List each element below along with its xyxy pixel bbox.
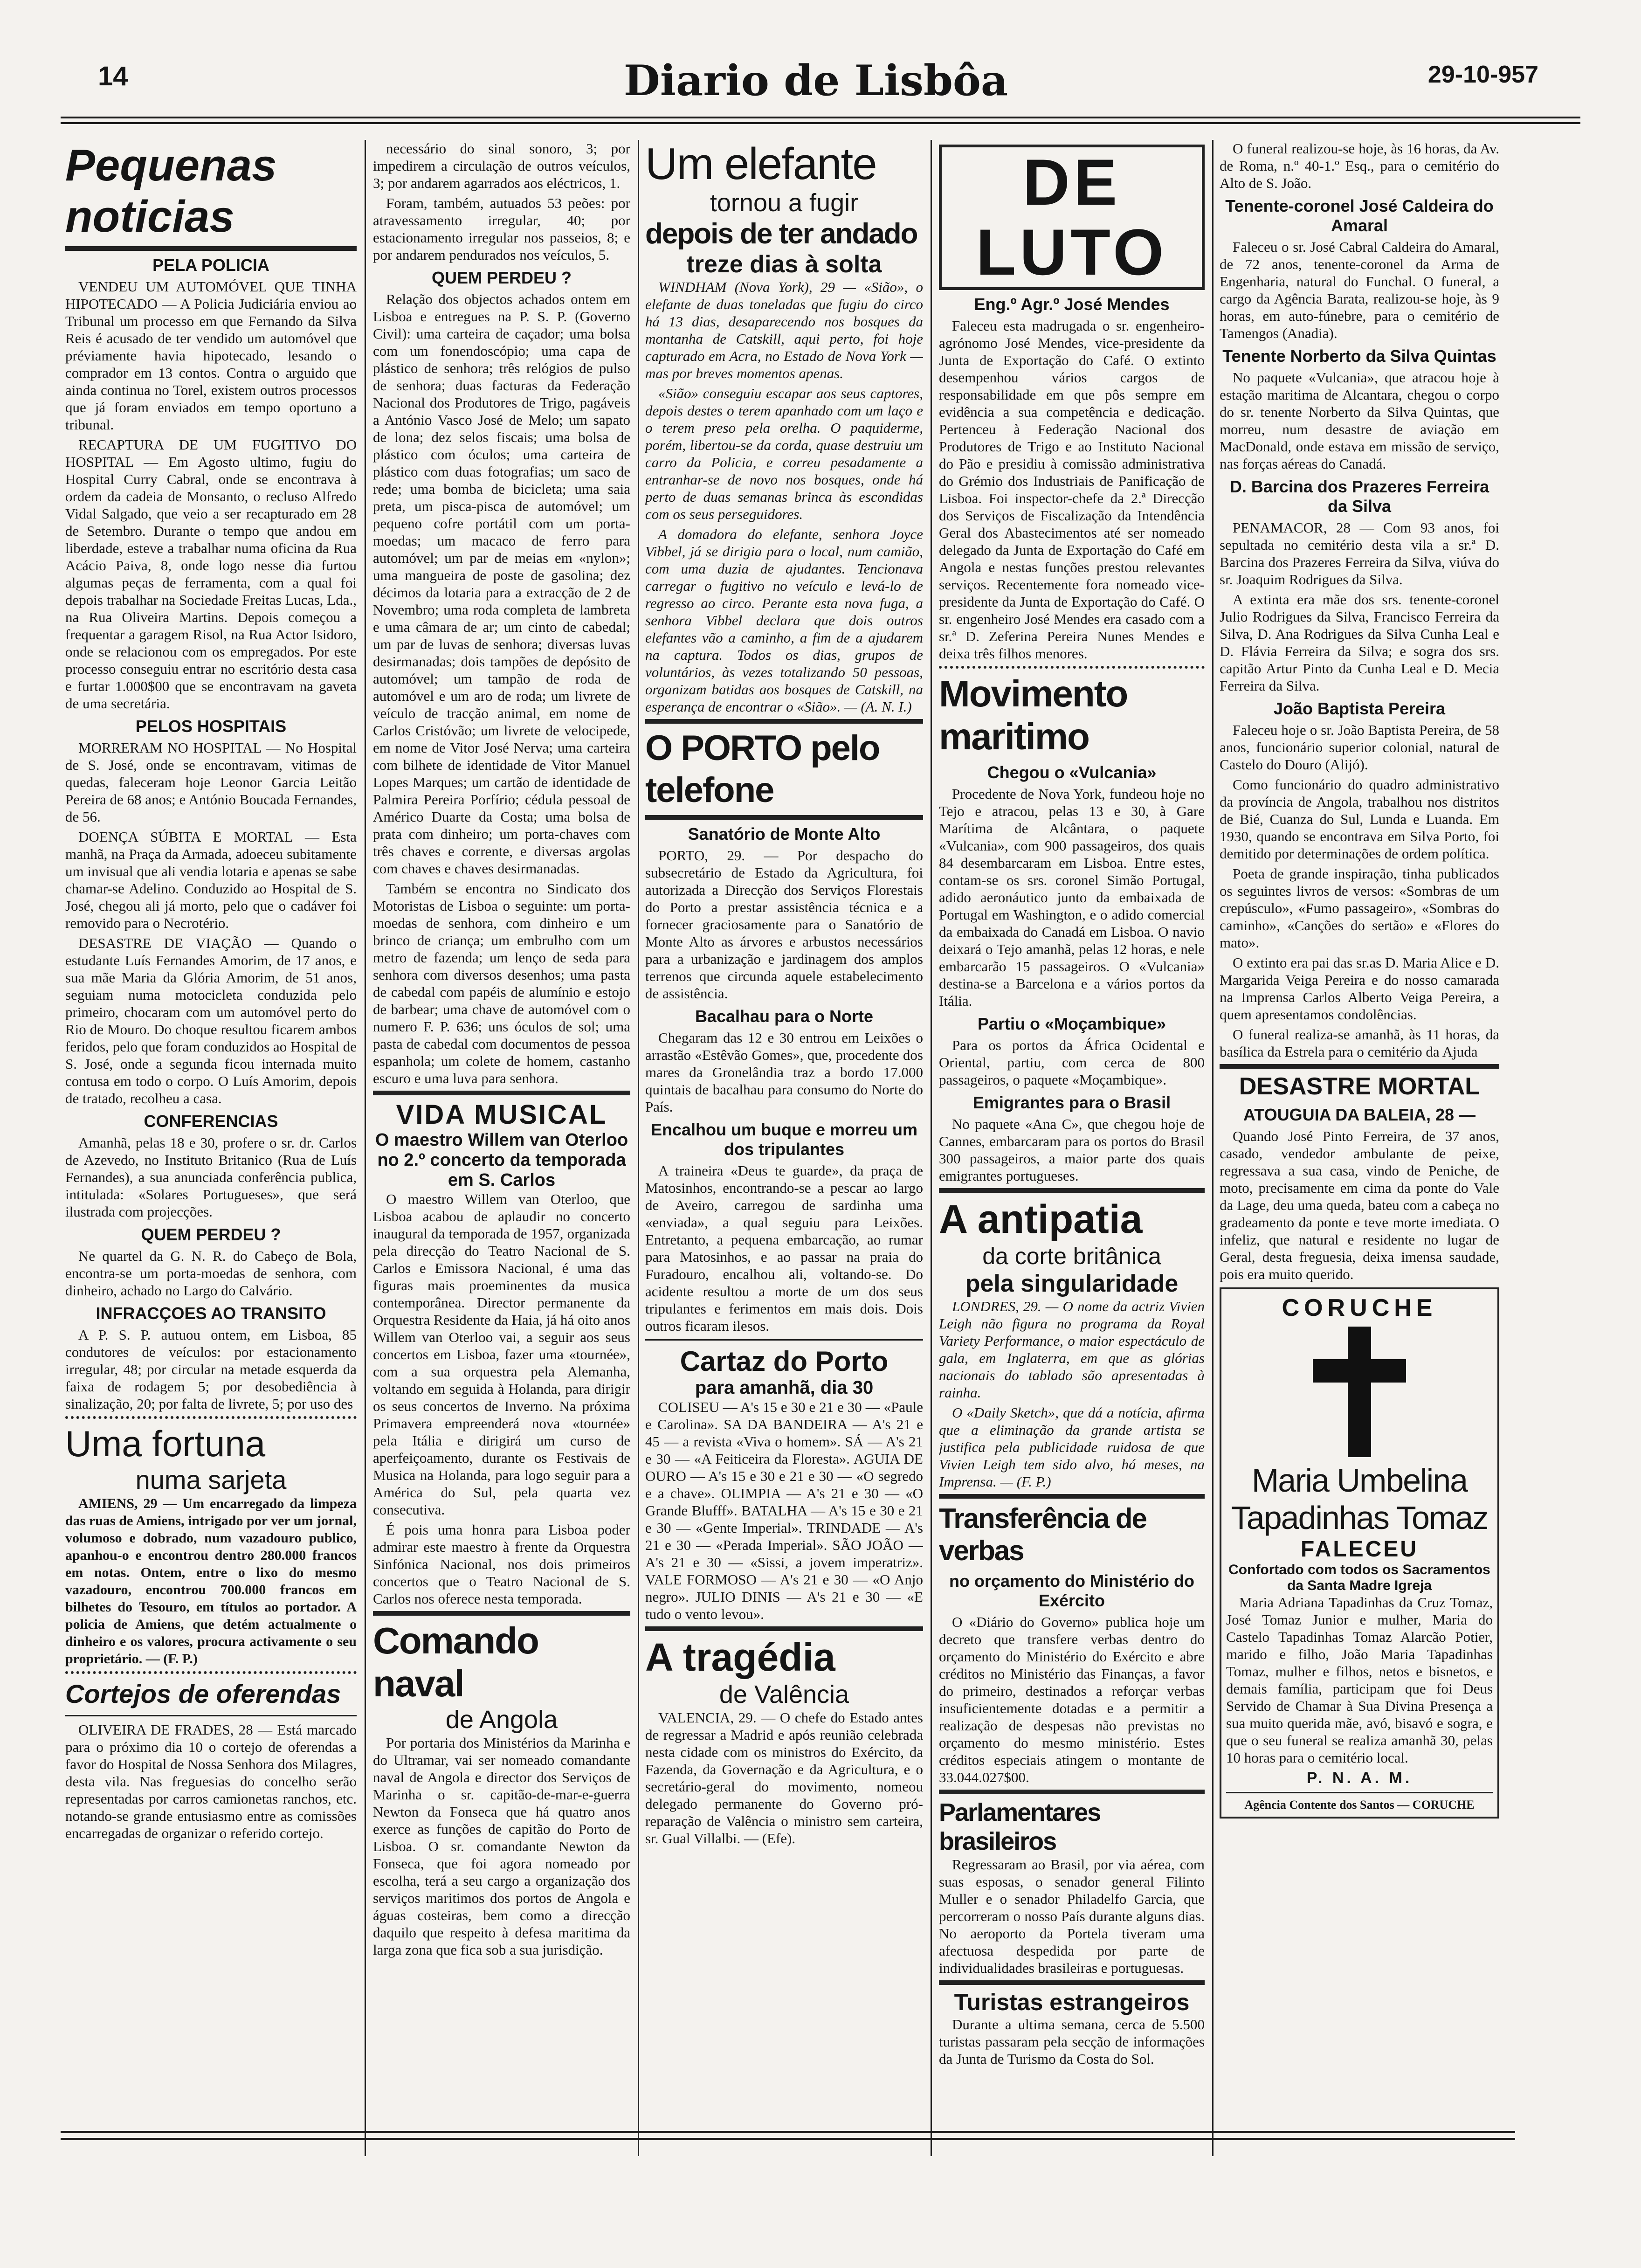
paragraph: A P. S. P. autuou ontem, em Lisboa, 85 condutores de veículos: por estacionamento irregular, 48; por circular na metade esquerda da faixa de rodagem 5; por desobediência à sinalização, 20; por falta de livrete, 5; por uso des — [65, 1327, 357, 1412]
obituary-confortado: Confortado com todos os Sacramentos da Santa Madre Igreja — [1228, 1562, 1490, 1593]
subhead: Eng.º Agr.º José Mendes — [974, 295, 1170, 314]
paragraph: Regressaram ao Brasil, por via aérea, com suas esposas, o senador general Filinto Muller e o senador Philadelfo Garcia, que percorreram o nosso País durante alguns dias. No aeroporto da Portela tiveram uma afectuosa despedida por parte de individualidades brasileiras e portuguesas. — [939, 1856, 1205, 1976]
headline: Turistas estrangeiros — [954, 1989, 1190, 2015]
headline: A antipatia — [939, 1197, 1143, 1242]
subhead: Bacalhau para o Norte — [695, 1007, 874, 1026]
issue-date: 29-10-957 — [1427, 61, 1538, 88]
paragraph: PENAMACOR, 28 — Com 93 anos, foi sepultada no cemitério desta vila a sr.ª D. Barcina dos Prazeres Ferreira da Silva, viúva do sr. Joaquim Rodrigues da Silva. — [1220, 519, 1499, 588]
subheadline: pela singularidade — [965, 1270, 1179, 1297]
paragraph: A traineira «Deus te guarde», da praça de Matosinhos, encontrando-se a pescar ao largo de Aveiro, carregou de sardinha uma «enviada», a qual seguiu para Leixões. Entretanto, a pequena embarcação, ao rumar para Matosinhos, e ao passar na praia do Furadouro, encalhou ali, voltando-se. Do acidente resultou a morte de um dos seus tripulantes e ferimentos em mais dois. Dois outros ficaram ilesos. — [645, 1162, 923, 1334]
subheadline: de Angola — [445, 1706, 558, 1734]
subheadline: tornou a fugir — [710, 189, 859, 217]
paragraph: Como funcionário do quadro administrativo da província de Angola, trabalhou nos distritos de Bié, Cuanza do Sul, Lunda e Luanda. Em 1930, quando se encontrava em Silva Porto, foi demitido por determinações de ordem política. — [1220, 776, 1499, 862]
headline: Cartaz do Porto — [680, 1346, 889, 1377]
headline: Movimento maritimo — [939, 673, 1128, 757]
paragraph: A extinta era mãe dos srs. tenente-coronel Julio Rodrigues da Silva, Francisco Ferreira da Silva, D. Ana Rodrigues da Silva Cunha Leal e D. Flávia Ferreira da Silva; e sogra dos srs. capitão Artur Pinto da Cunha Leal e D. Mecia Ferreira da Silva. — [1220, 591, 1499, 694]
subheadline: de Valência — [719, 1680, 849, 1708]
paragraph: Também se encontra no Sindicato dos Motoristas de Lisboa o seguinte: um porta-moedas de senhora, com dinheiro e um brinco de criança; um embrulho com um metro de fazenda; um lenço de seda para senhora com diversos desenhos; uma pasta de cabedal com papéis de alumínio e estojo de barbear; uma chave de automóvel com o numero F. P. 636; uns óculos de sol; uma pasta de cabedal com documentos de pessoa espanhola; um colete de homem, castanho escuro e uma luva para senhora. — [373, 880, 630, 1086]
column-2 — [373, 140, 630, 2128]
column-4 — [939, 140, 1205, 2128]
column-1 — [65, 140, 357, 2128]
paragraph: O maestro Willem van Oterloo, que Lisboa acabou de aplaudir no concerto inaugural da temporada de 1957, organizada pela direcção do Teatro Nacional de S. Carlos e Emissora Nacional, é uma das figuras mais proeminentes da musica contemporânea. Director permanente da Orquestra Residente da Haia, já há oito anos Willem van Oterloo vai, a seguir aos seus concertos em Lisboa, fazer uma «tournée», com a sua orquestra pela Alemanha, voltando em seguida à Holanda, para dirigir os seus concertos de Inverno. Na próxima Primavera empreenderá nova «tournée» pela Itália e dirigirá um curso de aperfeiçoamento, durante os Festivais de Musica na Holanda, para logo seguir para a América do Sul, pela quarta vez consecutiva. — [373, 1191, 630, 1518]
paragraph: COLISEU — A's 15 e 30 e 21 e 30 — «Paule e Carolina». SA DA BANDEIRA — A's 21 e 45 — a revista «Viva o homem». SÁ — A's 21 e 30 — «A Feiticeira da Floresta». AGUIA DE OURO — A's 15 e 30 e 21 e 30 — «O segredo e a chave». OLIMPIA — A's 21 e 30 — «O Grande Blufff». BATALHA — A's 15 e 30 e 21 e 30 — «Gente Imperial». TRINDADE — A's 21 e 30 — «Perada Imperial». SÃO JOÃO — A's 21 e 30 — «Sissi, a jovem imperatriz». VALE FORMOSO — A's 21 e 30 — «O Anjo negro». JULIO DINIS — A's 21 e 30 — «E tudo o vento levou». — [645, 1399, 923, 1622]
subhead: PELOS HOSPITAIS — [135, 717, 287, 736]
subheadline: numa sarjeta — [135, 1465, 287, 1494]
headline: Comando naval — [373, 1620, 538, 1704]
paragraph: necessário do sinal sonoro, 3; por impedirem a circulação de outros veículos, 3; por andarem agarrados aos eléctricos, 1. — [373, 140, 630, 191]
luto-banner — [939, 145, 1205, 290]
subheadline: da corte britânica — [982, 1243, 1161, 1269]
paragraph: Procedente de Nova York, fundeou hoje no Tejo e atracou, pelas 13 e 30, à Gare Marítima de Alcântara, o paquete «Vulcania», com 900 passageiros, dos quais 84 desembarcaram em Lisboa. Entre estes, contam-se os srs. coronel Simão Portugal, adido aeronáutico junto da embaixada de Portugal em Washington, e o adido comercial da embaixada do Canadá em Lisboa. O navio deixará o Tejo amanhã, pelas 12 horas, e nele embarcarão 15 passageiros. O «Vulcania» destina-se a Barcelona e a vários portos da Itália. — [939, 786, 1205, 1009]
subhead: Tenente Norberto da Silva Quintas — [1222, 346, 1496, 366]
paragraph: Maria Adriana Tapadinhas da Cruz Tomaz, José Tomaz Junior e mulher, Maria do Castelo Tapadinhas Tomaz Alarcão Potier, marido e filho, João Maria Tapadinhas Tomaz, mulher e filhos, netos e bisnetos, e demais família, participam que foi Deus Servido de Chamar à Sua Divina Presença a sua muito querida mãe, avó, bisavó e sogra, e que o seu funeral se realiza amanhã 30, pelas 10 horas para o cemitério local. — [1226, 1594, 1493, 1766]
column-3 — [645, 140, 923, 2128]
obituary-name: Maria Umbelina — [1251, 1462, 1468, 1499]
paragraph: Faleceu o sr. José Cabral Caldeira do Amaral, de 72 anos, tenente-coronel da Arma de Engenharia, natural do Funchal. O funeral, a cargo da Agência Barata, realizou-se hoje, às 9 horas, em auto-fúnebre, para o cemitério de Tamengos (Anadia). — [1220, 239, 1499, 341]
paragraph: WINDHAM (Nova York), 29 — «Sião», o elefante de duas toneladas que fugiu do circo há 13 dias, desaparecendo nos bosques da montanha de Catskill, aqui perto, foi hoje capturado em Acra, no Estado de Nova York — mas por breves momentos apenas. — [645, 279, 923, 381]
subheadline: para amanhã, dia 30 — [695, 1377, 874, 1398]
subhead: INFRACÇOES AO TRANSITO — [96, 1304, 326, 1323]
obituary-box — [1220, 1287, 1499, 1819]
subhead: ATOUGUIA DA BALEIA, 28 — — [1243, 1105, 1476, 1124]
obituary-agency: Agência Contente dos Santos — CORUCHE — [1244, 1798, 1475, 1812]
paragraph: VALENCIA, 29. — O chefe do Estado antes de regressar a Madrid e após reunião celebrada nesta cidade com os ministros do Exército, da Fazenda, da Governação e da Agricultura, e o secretário-geral do movimento, nomeou delegado permanente do Governo pró-reparação de Valência o ministro sem carteira, sr. Gual Villalbi. — (Efe). — [645, 1709, 923, 1846]
obituary-signature: P. N. A. M. — [1306, 1769, 1413, 1787]
paragraph: No paquete «Vulcania», que atracou hoje à estação maritima de Alcantara, chegou o corpo do sr. tenente Norberto da Silva Quintas, que morreu, num desastre de aviação em MacDonald, onde estava em missão de serviço, nas forças aéreas do Canadá. — [1220, 369, 1499, 472]
paragraph: No paquete «Ana C», que chegou hoje de Cannes, embarcaram para os portos do Brasil 300 passageiros, a maior parte dos quais emigrantes portugueses. — [939, 1116, 1205, 1184]
paragraph: A domadora do elefante, senhora Joyce Vibbel, já se dirigia para o local, num camião, com uma duzia de ajudantes. Tencionava carregar o fugitivo no veículo e levá-lo de regresso ao circo. Perante esta nova fuga, a senhora Vibbel declara que dois outros elefantes vão a caminho, a fim de a ajudarem na captura. Todos os dias, grupos de voluntários, às vezes totalizando 50 pessoas, organizam batidas aos bosques de Catskill, na esperança de encontrar o «Sião». — (A. N. I.) — [645, 526, 923, 715]
paragraph: Foram, também, autuados 53 peões: por atravessamento irregular, 40; por estacionamento irregular nos passeios, 8; e por andarem pendurados nos veículos, 5. — [373, 195, 630, 263]
headline: A tragédia — [645, 1635, 835, 1679]
paragraph: O funeral realizou-se hoje, às 16 horas, da Av. de Roma, n.º 40-1.º Esq., para o cemitério do Alto de S. João. — [1220, 140, 1499, 191]
paragraph: Chegaram das 12 e 30 entrou em Leixões o arrastão «Estêvão Gomes», que, procedente dos mares da Gronelândia traz a bordo 17.000 quintais de bacalhau para consumo do Norte do País. — [645, 1030, 923, 1115]
column-divider — [365, 140, 366, 2156]
paragraph: Poeta de grande inspiração, tinha publicados os seguintes livros de versos: «Sombras de um crepúsculo», «Fumo passageiro», «Sombras do caminho», «Canções do sertão» e «Flores do mato». — [1220, 865, 1499, 951]
paragraph: Relação dos objectos achados ontem em Lisboa e entregues na P. S. P. (Governo Civil): uma carteira de caçador; uma bolsa com um fonendoscópio; uma capa de plástico de senhora; três relógios de pulso de senhora; duas facturas da Federação Nacional dos Produtores de Trigo, pagáveis a António Vasco José de Melo; um sapato de lona; dez selos fiscais; uma bolsa de plástico com óculos; uma carteira de plástico com duas fotografias; um saco de rede; uma bomba de bicicleta; uma saia preta, um pisca-pisca de automóvel; um pequeno cofre portátil com um porta-moedas; um macaco de ferro para automóvel; um par de meias em «nylon»; uma mangueira de poste de gasolina; dez décimos da lotaria para a extracção de 2 de Novembro; uma roda completa de lambreta e uma câmara de ar; um cinto de cabedal; um par de luvas de senhora; diversas luvas desirmanadas; dois tampões de depósito de automóvel; um tampão de roda de automóvel e um aro de roda; um livrete de veículo de tracção animal, em nome de Carlos Cristóvão; um livrete de velocipede, em nome de Vitor José Nerva; uma carteira com bilhete de identidade de Vitor Manuel Lopes Marques; um cartão de identidade de Palmira Pereira Porfírio; cédula pessoal de Américo Duarte da Costa; uma bolsa de prata com dinheiro; um porta-chaves com três chaves e corrente, e diversas argolas com chaves e chaves desirmanadas. — [373, 291, 630, 877]
paragraph: Faleceu esta madrugada o sr. engenheiro-agrónomo José Mendes, vice-presidente da Junta de Exportação do Café. O extinto desempenhou vários cargos de responsabilidade em que pôs sempre em evidência a sua competência e dedicação. Pertenceu à Federação Nacional dos Produtores de Trigo e ao Instituto Nacional do Pão e presidiu à comissão administrativa do Grémio dos Industriais de Panificação de Lisboa. Foi inspector-chefe da 2.ª Direcção dos Serviços de Fiscalização da Intendência Geral dos Abastecimentos até ser nomeado delegado da Junta de Exportação do Café em Angola e nestas funções prestou relevantes serviços. Recentemente fora nomeado vice-presidente da Junta de Exportação do Café. O sr. engenheiro José Mendes era casado com a sr.ª D. Zeferina Pereira Nunes Mendes e deixa três filhos menores. — [939, 318, 1205, 662]
paragraph: AMIENS, 29 — Um encarregado da limpeza das ruas de Amiens, intrigado por ver um jornal, volumoso e dobrado, num vazadouro publico, apanhou-o e encontrou dentro 280.000 francos em notas. Ontem, entre o lixo do mesmo vazadouro, encontrou 700.000 francos em bilhetes do Tesouro, em títulos ao portador. A policia de Amiens, que detém actualmente o dinheiro e os valores, procura activamente o seu proprietário. — (F. P.) — [65, 1496, 357, 1666]
headline: O PORTO pelo telefone — [645, 728, 880, 810]
cross-icon — [1313, 1327, 1406, 1457]
masthead — [93, 56, 1538, 107]
subheadline: treze dias à solta — [686, 251, 882, 278]
subhead: Tenente-coronel José Caldeira do Amaral — [1225, 196, 1494, 235]
paragraph: «Sião» conseguiu escapar aos seus captores, depois destes o terem apanhado com um laço e o terem preso pela orelha. O paquiderme, porém, libertou-se da corda, quase destruiu um carro da Policia, e correu pesadamente a entranhar-se de novo nos bosques, onde há perto de duas semanas brinca às escondidas com os seus perseguidores. — [645, 385, 923, 522]
paragraph: Ne quartel da G. N. R. do Cabeço de Bola, encontra-se um porta-moedas de senhora, com dinheiro, achado no Largo do Calvário. — [65, 1248, 357, 1299]
bottom-rule — [61, 2131, 1515, 2133]
paragraph: RECAPTURA DE UM FUGITIVO DO HOSPITAL — Em Agosto ultimo, fugiu do Hospital Curry Cabral, onde se encontrava à ordem da cadeia de Monsanto, o recluso Alfredo Vidal Salgado, que veio a ser recapturado em 28 de Setembro. Durante o tempo que andou em liberdade, esteve a trabalhar numa oficina da Rua Acácio Paiva, 8, onde logo nesse dia furtou algumas peças de ferramenta, com a qual foi depois trabalhar na Sociedade Freitas Lucas, Lda., na Rua Oliveira Martins. Depois começou a frequentar a garagem Risol, na Rua Actor Isidoro, onde se relacionou com os empregados. Por este processo conseguiu entrar no escritório desta casa e furtar 1.000$00 que se encontravam na gaveta de uma secretária. — [65, 436, 357, 712]
top-rule — [61, 117, 1580, 118]
paragraph: PORTO, 29. — Por despacho do subsecretário de Estado da Agricultura, foi autorizada a Direcção dos Serviços Florestais do Porto a prestar assistência técnica e a fornecer graciosamente para o Sanatório de Monte Alto as árvores e arbustos necessários para a urbanização e jardinagem dos amplos terrenos que circunda aquele estabelecimento de assistência. — [645, 847, 923, 1002]
headline: Uma fortuna — [65, 1423, 266, 1464]
column-divider — [638, 140, 639, 2156]
subhead: no orçamento do Ministério do Exército — [949, 1571, 1194, 1610]
subhead: Chegou o «Vulcania» — [987, 763, 1157, 782]
obituary-place: CORUCHE — [1282, 1294, 1437, 1321]
paragraph: Por portaria dos Ministérios da Marinha e do Ultramar, vai ser nomeado comandante naval de Angola e director dos Serviços de Marinha o sr. capitão-de-mar-e-guerra Newton da Fonseca que há quatro anos exerce as funções de capitão do Porto de Lisboa. O sr. comandante Newton da Fonseca, que foi agora nomeado por escolha, terá a seu cargo a organização dos serviços maritimos dos portos de Angola e águas costeiras, bem como a direcção daquilo que respeito à defesa maritima da larga zona que fica sob a sua jurisdição. — [373, 1735, 630, 1958]
subheadline: depois de ter andado — [645, 218, 917, 250]
subhead: Emigrantes para o Brasil — [972, 1093, 1171, 1112]
paragraph: OLIVEIRA DE FRADES, 28 — Está marcado para o próximo dia 10 o cortejo de oferendas a favor do Hospital de Nossa Senhora dos Milagres, desta vila. Nas freguesias do concelho serão representadas por carros camionetas ranchos, etc. notando-se grande entusiasmo entre as comissões encarregadas de organizar o referido cortejo. — [65, 1722, 357, 1841]
subhead: PELA POLICIA — [152, 256, 269, 275]
subhead: Encalhou um buque e morreu um dos tripulantes — [650, 1120, 918, 1159]
subhead: Partiu o «Moçambique» — [977, 1014, 1166, 1033]
paragraph: DESASTRE DE VIAÇÃO — Quando o estudante Luís Fernandes Amorim, de 17 anos, e sua mãe Maria da Glória Amorim, de 51 anos, seguiam numa motocicleta conduzida pelo primeiro, chocaram com um automóvel perto do Rio de Mouro. Do choque resultou ficarem ambos feridos, pelo que foram conduzidos ao Hospital de S. José, onde a segunda ficou internada muito contusa em todo o corpo. O Luís Amorim, depois de tratado, recolheu a casa. — [65, 935, 357, 1106]
paragraph: O extinto era pai das sr.as D. Maria Alice e D. Margarida Veiga Pereira e do nosso camarada na Imprensa Carlos Alberto Veiga Pereira, a quem apresentamos condolências. — [1220, 954, 1499, 1023]
newspaper-title: Diario de Lisbôa — [623, 56, 1008, 105]
headline: Parlamentares brasileiros — [939, 1798, 1101, 1855]
section-title: Pequenas noticias — [65, 140, 277, 242]
paragraph: Amanhã, pelas 18 e 30, profere o sr. dr. Carlos de Azevedo, no Instituto Britanico (Rua de Luís Fernandes), a sua anunciada conferência publica, intitulada: «Solares Portugueses», que será ilustrada com projecções. — [65, 1134, 357, 1220]
subhead: QUEM PERDEU ? — [431, 268, 572, 287]
bottom-rule-2 — [61, 2138, 1515, 2140]
obituary-faleceu: FALECEU — [1300, 1537, 1418, 1562]
column-divider — [1212, 140, 1214, 2156]
paragraph: VENDEU UM AUTOMÓVEL QUE TINHA HIPOTECADO — A Policia Judiciária enviou ao Tribunal um processo em que Fernando da Silva Reis é acusado de ter vendido um automóvel que préviamente havia hipotecado, lesando o comprador em 13 contos. Contra o arguido que ainda continua no Torel, existem outros processos que já foram enviados em tempo oportuno a tribunal. — [65, 278, 357, 433]
subhead: Sanatório de Monte Alto — [688, 824, 881, 844]
paragraph: Para os portos da África Ocidental e Oriental, partiu, com cerca de 800 passageiros, o paquete «Moçambique». — [939, 1037, 1205, 1088]
subheadline: O maestro Willem van Oterloo no 2.º concerto da temporada em S. Carlos — [375, 1130, 628, 1190]
headline: Um elefante — [645, 140, 876, 189]
obituary-name: Tapadinhas Tomaz — [1231, 1500, 1488, 1536]
paragraph: O funeral realiza-se amanhã, às 11 horas, da basílica da Estrela para o cemitério da Ajuda — [1220, 1026, 1499, 1060]
subhead: João Baptista Pereira — [1273, 699, 1446, 718]
paragraph: É pois uma honra para Lisboa poder admirar este maestro à frente da Orquestra Sinfónica Nacional, nos dois primeiros concertos que o Teatro Nacional de S. Carlos nos oferece nesta temporada. — [373, 1521, 630, 1607]
paragraph: DOENÇA SÚBITA E MORTAL — Esta manhã, na Praça da Armada, adoeceu subitamente um invisual que ali vendia lotaria e apenas se sabe chamar-se Adelino. Conduzido ao Hospital de S. José, chegou ali já morto, pelo que o cadáver foi removido para o Necrotério. — [65, 829, 357, 931]
headline: Transferência de verbas — [939, 1503, 1146, 1566]
paragraph: MORRERAM NO HOSPITAL — No Hospital de S. José, onde se encontravam, vitimas de quedas, faleceram hoje Leonor Garcia Leitão Pereira de 68 anos; e António Boucada Fernandes, de 56. — [65, 740, 357, 825]
column-divider — [931, 140, 932, 2156]
subhead: D. Barcina dos Prazeres Ferreira da Silva — [1229, 477, 1489, 516]
paragraph: Faleceu hoje o sr. João Baptista Pereira, de 58 anos, funcionário superior colonial, natural de Castelo do Douro (Alijó). — [1220, 722, 1499, 773]
page-number: 14 — [98, 61, 128, 91]
luto-title: DE LUTO — [976, 145, 1168, 289]
headline: Cortejos de oferendas — [65, 1679, 341, 1708]
paragraph: Durante a ultima semana, cerca de 5.500 turistas passaram pela secção de informações da Junta de Turismo da Costa do Sol. — [939, 2016, 1205, 2067]
paragraph: LONDRES, 29. — O nome da actriz Vivien Leigh não figura no programa da Royal Variety Performance, o maior espectáculo de gala, em Inglaterra, em que as glórias nacionais do tablado são apresentadas à rainha. — [939, 1298, 1205, 1401]
subhead: QUEM PERDEU ? — [141, 1225, 281, 1244]
headline: DESASTRE MORTAL — [1239, 1073, 1480, 1100]
paragraph: Quando José Pinto Ferreira, de 37 anos, casado, vendedor ambulante de peixe, regressava a sua casa, vindo de Peniche, de moto, precisamente em cima da ponte do Vale da Lage, deu uma queda, bateu com a cabeça no gradeamento da ponte e teve morte imediata. O infeliz, que natural e residente no lugar de Geral, desta freguesia, deixa imensa saudade, pois era muito querido. — [1220, 1128, 1499, 1282]
top-rule-2 — [61, 122, 1580, 124]
column-5 — [1220, 140, 1499, 2128]
paragraph: O «Daily Sketch», que dá a notícia, afirma que a eliminação da grande artista se justifica pela publicidade ruidosa de que Vivien Leigh tem sido alvo, há meses, na Imprensa. — (F. P.) — [939, 1404, 1205, 1490]
paragraph: O «Diário do Governo» publica hoje um decreto que transfere verbas dentro do orçamento do Ministério do Exército e abre créditos no Ministério das Finanças, a favor do primeiro, destinados a reforçar verbas insuficientemente dotadas e a permitir a realização de despesas não previstas no orçamento do mesmo ministério. Estes créditos especiais atingem o montante de 33.044.027$00. — [939, 1614, 1205, 1785]
subhead: CONFERENCIAS — [144, 1112, 278, 1131]
headline: VIDA MUSICAL — [396, 1099, 607, 1130]
